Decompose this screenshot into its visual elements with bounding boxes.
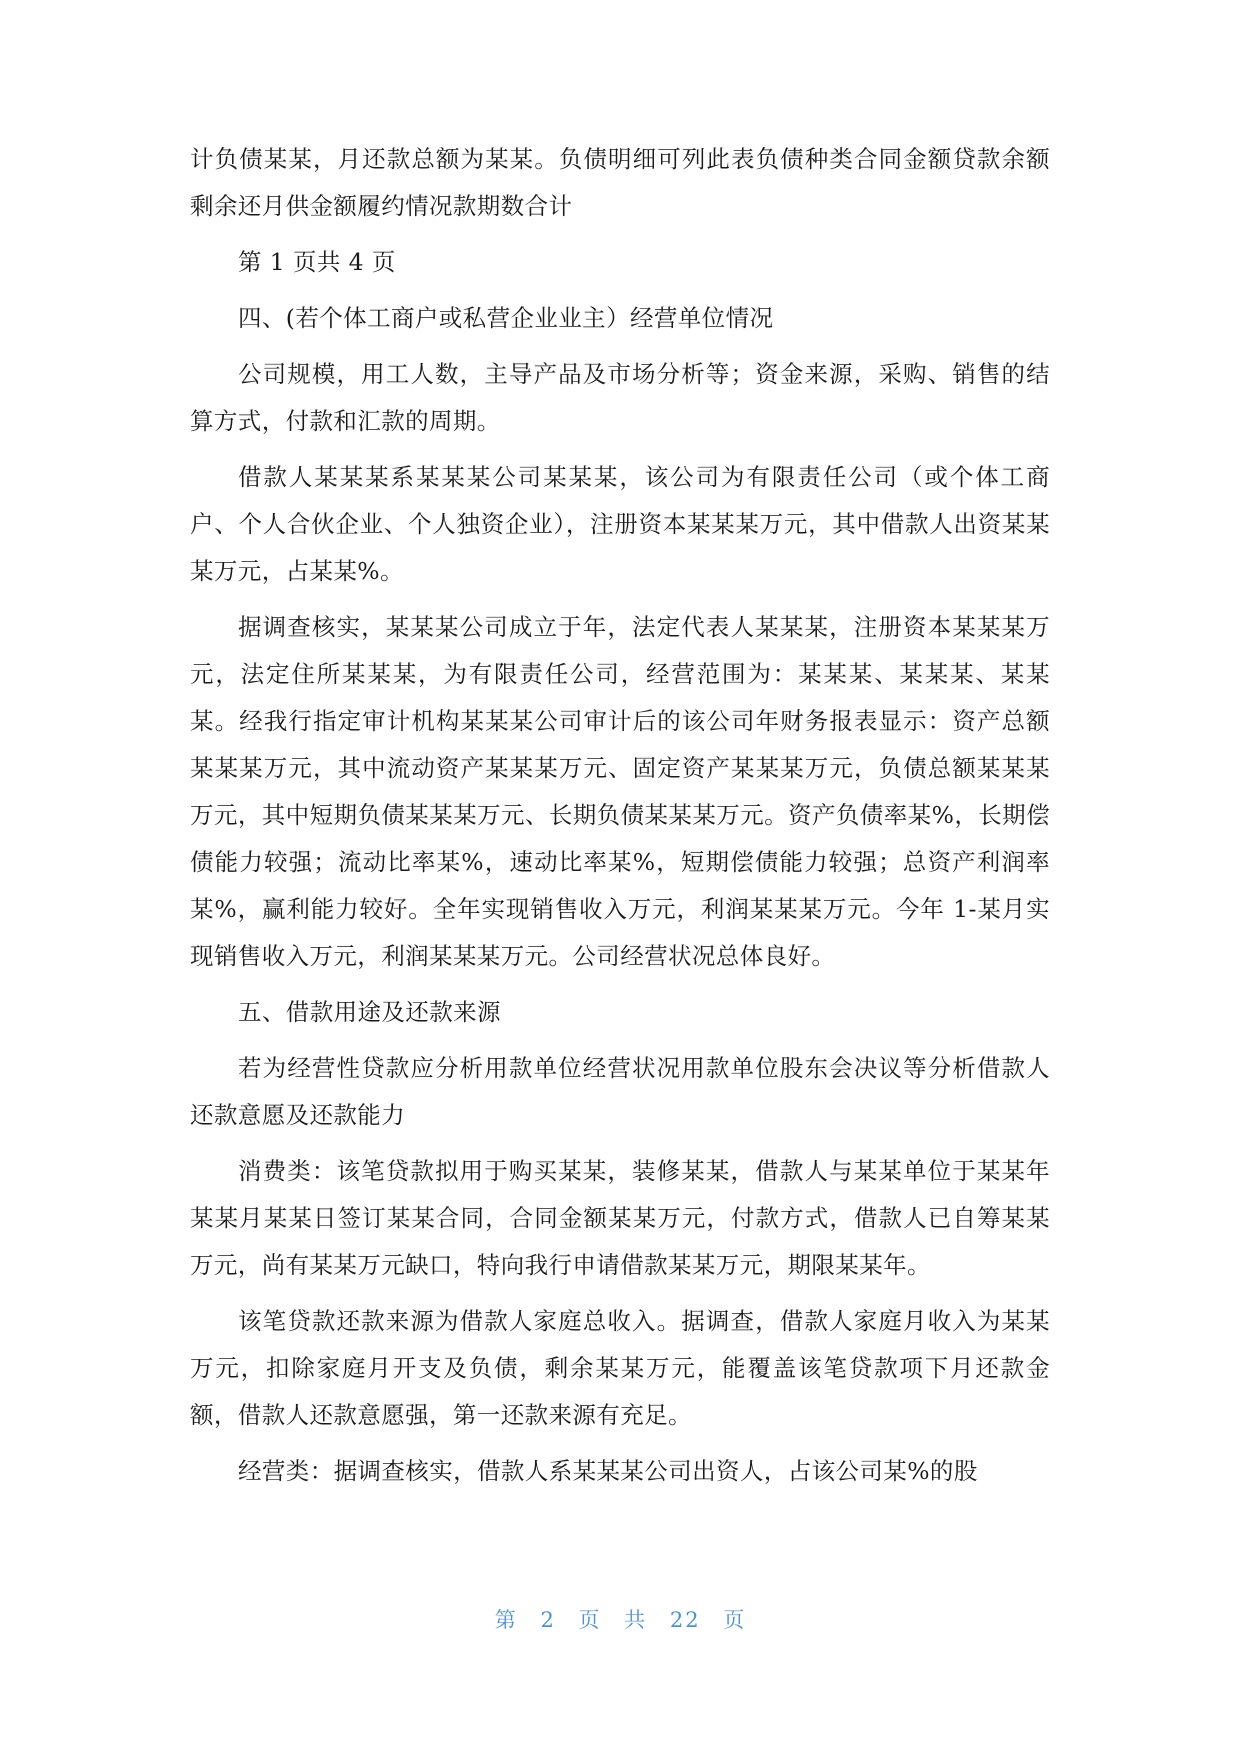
section-heading-loan-purpose: 五、借款用途及还款来源 <box>238 998 501 1026</box>
paragraph-investigation-financials: 据调查核实，某某某公司成立于年，法定代表人某某某，注册资本某某某万元，法定住所某某某，为有限责任公司，经营范围为：某某某、某某某、某某某。经我行指定审计机构某某某公司审计后的该公司年财务报表显示：资产总额某某某万元，其中流动资产某某某万元、固定资产某某某万元，负债总额某某某万元，其中短期负债某某某万元、长期负债某某某万元。资产负债率某%，长期偿债能力较强；流动比率某%，速动比率某%，短期偿债能力较强；总资产利润率某%，赢利能力较好。全年实现销售收入万元，利润某某某万元。今年 1-某月实现销售收入万元，利润某某某万元。公司经营状况总体良好。 <box>190 613 1050 970</box>
paragraph-consumer-loan: 消费类：该笔贷款拟用于购买某某，装修某某，借款人与某某单位于某某年某某月某某日签订某某合同，合同金额某某万元，付款方式，借款人已自筹某某万元，尚有某某万元缺口，特向我行申请借款某某万元，期限某某年。 <box>190 1157 1050 1279</box>
page-footer: 第 2 页 共 22 页 <box>494 1608 747 1632</box>
paragraph-inner-page-number: 第 1 页共 4 页 <box>238 248 396 276</box>
paragraph-liabilities: 计负债某某，月还款总额为某某。负债明细可列此表负债种类合同金额贷款余额剩余还月供金额履约情况款期数合计 <box>190 145 1050 220</box>
paragraph-business-loan: 经营类：据调查核实，借款人系某某某公司出资人，占该公司某%的股 <box>238 1457 978 1485</box>
document-body <box>190 136 1050 1504</box>
section-heading-business-unit: 四、(若个体工商户或私营企业业主）经营单位情况 <box>238 304 774 332</box>
paragraph-repayment-source: 该笔贷款还款来源为借款人家庭总收入。据调查，借款人家庭月收入为某某万元，扣除家庭月开支及负债，剩余某某万元，能覆盖该笔贷款项下月还款金额，借款人还款意愿强，第一还款来源有充足。 <box>190 1307 1050 1429</box>
paragraph-operating-loan-note: 若为经营性贷款应分析用款单位经营状况用款单位股东会决议等分析借款人还款意愿及还款能力 <box>190 1054 1050 1129</box>
paragraph-borrower-company: 借款人某某某系某某某公司某某某，该公司为有限责任公司（或个体工商户、个人合伙企业、个人独资企业），注册资本某某某万元，其中借款人出资某某某万元，占某某%。 <box>190 463 1050 585</box>
paragraph-company-scale: 公司规模，用工人数，主导产品及市场分析等；资金来源，采购、销售的结算方式，付款和汇款的周期。 <box>190 360 1050 435</box>
